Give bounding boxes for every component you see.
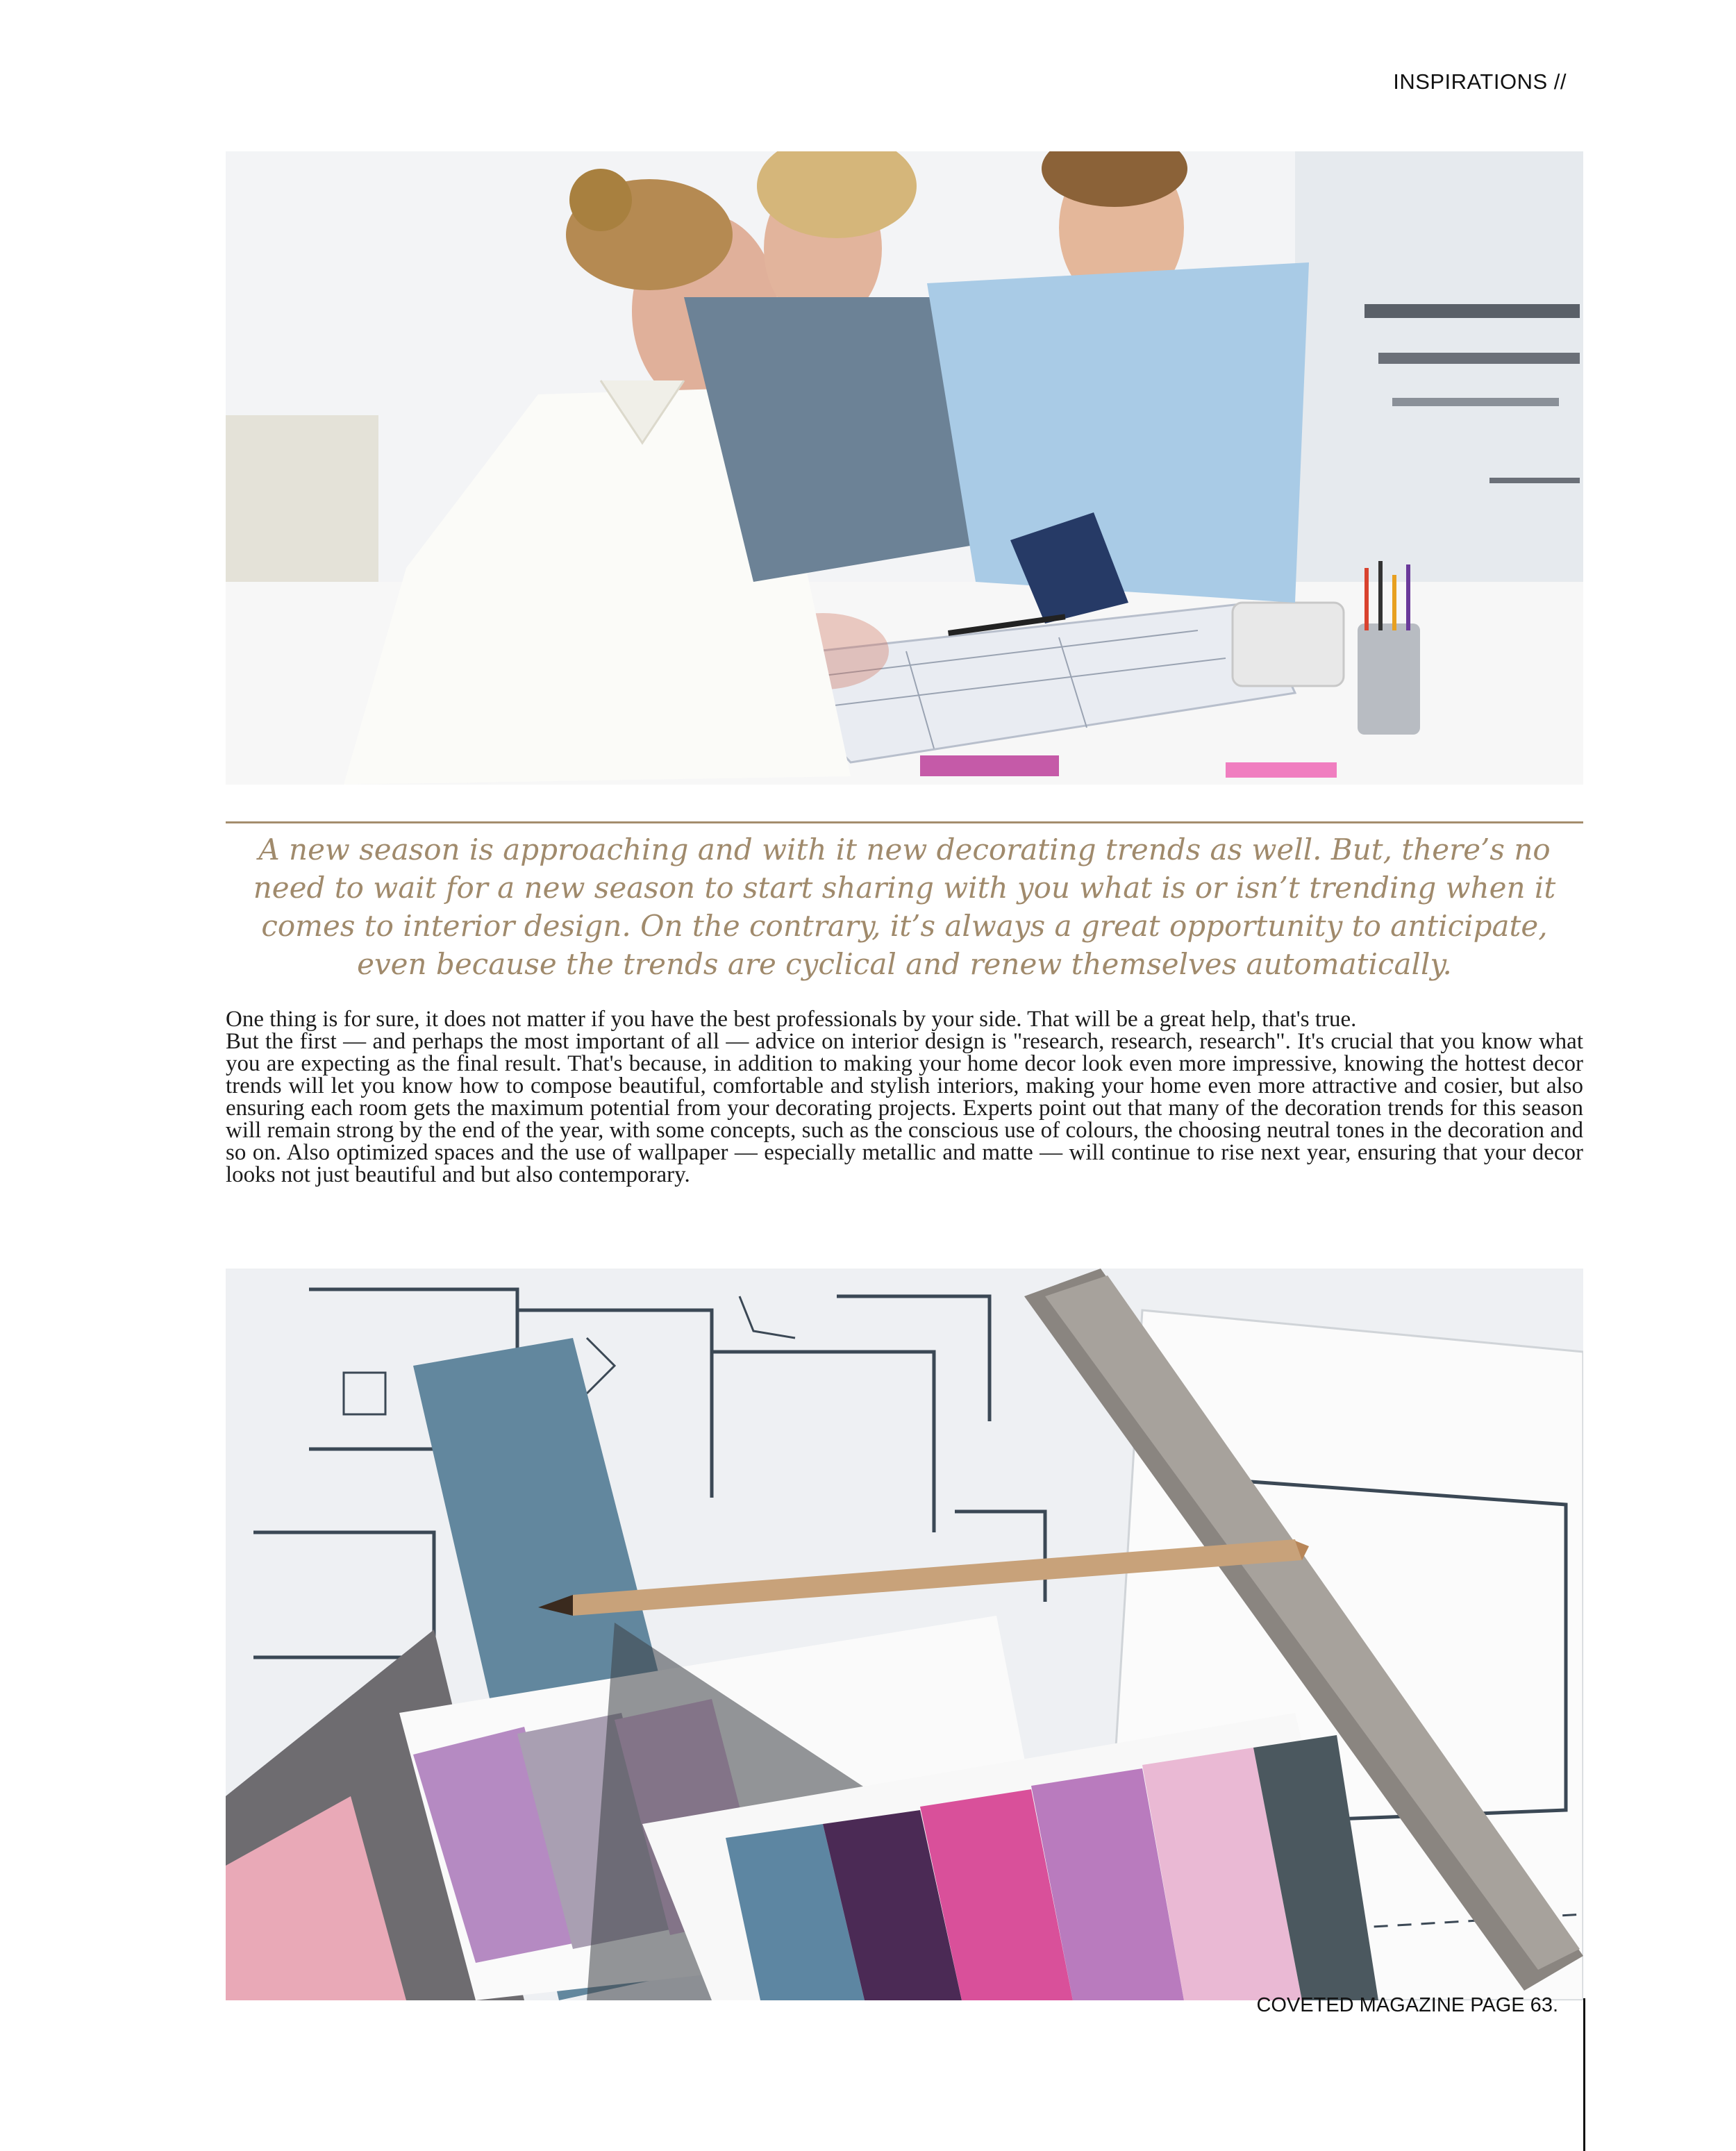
swatches-photo — [226, 1269, 1583, 2000]
article-body — [226, 1008, 1583, 1186]
article-paragraph: One thing is for sure, it does not matter if you have the best professionals by your side. That will be a great help, that's true. — [226, 1007, 1357, 1032]
article-paragraph: But the first — and perhaps the most important of all — advice on interior design is "research, research, research". It's crucial that you know what you are expecting as the final result. That's because, in addition to making your home decor look even more impressive, knowing the hottest decor trends will let you know how to compose beautiful, comfortable and stylish interiors, making your home even more attractive and cosier, but also ensuring each room gets the maximum potential from your decorating projects. Experts point out that many of the decoration trends for this season will remain strong by the end of the year, with some concepts, such as the conscious use of colours, the choosing neutral tones in the decoration and so on. Also optimized spaces and the use of wallpaper — especially metallic and matte — will continue to rise next year, ensuring that your decor looks not just beautiful and but also contemporary. — [226, 1029, 1583, 1187]
footer-divider — [1583, 1998, 1585, 2151]
pull-quote: A new season is approaching and with it new decorating trends as well. But, there’s no need to wait for a new season to start sharing with you what is or isn’t trending when it comes to interior design. On the contrary, it’s always a great opportunity to anticipate, even because the trends are cyclical and renew themselves automatically. — [226, 821, 1583, 983]
designers-photo — [226, 151, 1583, 785]
section-label: INSPIRATIONS // — [1393, 69, 1567, 94]
page-footer: COVETED MAGAZINE PAGE 63. — [1256, 1994, 1558, 2016]
